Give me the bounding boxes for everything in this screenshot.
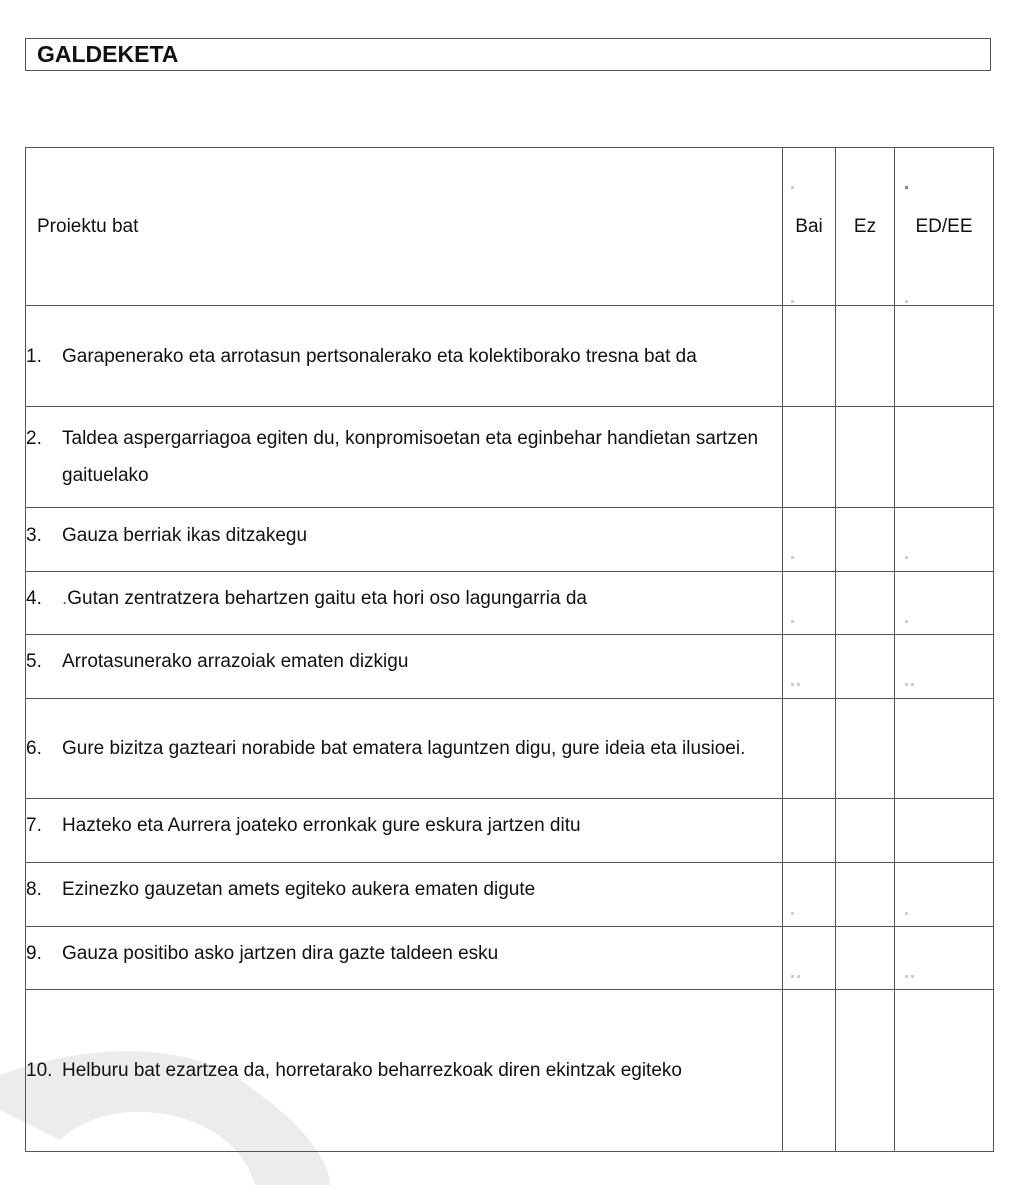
table-row xyxy=(26,927,994,990)
table-row xyxy=(26,699,994,799)
answer-bai-cell[interactable] xyxy=(783,927,836,990)
answer-ed-ee-cell[interactable] xyxy=(895,863,994,927)
answer-ez-cell[interactable] xyxy=(836,407,895,508)
header-ez: Ez xyxy=(836,148,895,306)
answer-ez-cell[interactable] xyxy=(836,699,895,799)
table-row xyxy=(26,407,994,508)
answer-ez-cell[interactable] xyxy=(836,508,895,572)
answer-ed-ee-cell[interactable] xyxy=(895,799,994,863)
answer-ez-cell[interactable] xyxy=(836,990,895,1152)
table-row xyxy=(26,863,994,927)
answer-bai-cell[interactable] xyxy=(783,863,836,927)
question-cell: 10. Helburu bat ezartzea da, horretarako beharrezkoak diren ekintzak egiteko xyxy=(26,990,783,1152)
header-label: Proiektu bat xyxy=(26,148,783,306)
question-cell: 3. Gauza berriak ikas ditzakegu xyxy=(26,508,783,572)
answer-bai-cell[interactable] xyxy=(783,572,836,635)
question-cell: 6. Gure bizitza gazteari norabide bat ematera laguntzen digu, gure ideia eta ilusioei. xyxy=(26,699,783,799)
question-cell: 1. Garapenerako eta arrotasun pertsonalerako eta kolektiborako tresna bat da xyxy=(26,306,783,407)
document-title: GALDEKETA xyxy=(25,38,991,71)
answer-ed-ee-cell[interactable] xyxy=(895,927,994,990)
answer-bai-cell[interactable] xyxy=(783,635,836,699)
answer-ed-ee-cell[interactable] xyxy=(895,508,994,572)
question-cell: 8. Ezinezko gauzetan amets egiteko aukera ematen digute xyxy=(26,863,783,927)
table-row xyxy=(26,508,994,572)
answer-ez-cell[interactable] xyxy=(836,572,895,635)
question-cell: 9. Gauza positibo asko jartzen dira gazte taldeen esku xyxy=(26,927,783,990)
table-row xyxy=(26,306,994,407)
answer-ed-ee-cell[interactable] xyxy=(895,306,994,407)
table-header-row xyxy=(26,148,994,306)
header-ed-ee: ED/EE xyxy=(895,148,994,306)
answer-ed-ee-cell[interactable] xyxy=(895,990,994,1152)
answer-ed-ee-cell[interactable] xyxy=(895,407,994,508)
table-row xyxy=(26,799,994,863)
answer-bai-cell[interactable] xyxy=(783,799,836,863)
answer-bai-cell[interactable] xyxy=(783,699,836,799)
answer-bai-cell[interactable] xyxy=(783,407,836,508)
answer-ez-cell[interactable] xyxy=(836,863,895,927)
answer-bai-cell[interactable] xyxy=(783,508,836,572)
question-cell: 4. .Gutan zentratzera behartzen gaitu eta hori oso lagungarria da xyxy=(26,572,783,635)
table-row xyxy=(26,990,994,1152)
answer-ed-ee-cell[interactable] xyxy=(895,572,994,635)
question-cell: 7. Hazteko eta Aurrera joateko erronkak gure eskura jartzen ditu xyxy=(26,799,783,863)
answer-ez-cell[interactable] xyxy=(836,799,895,863)
answer-ed-ee-cell[interactable] xyxy=(895,699,994,799)
question-cell: 2. Taldea aspergarriagoa egiten du, konpromisoetan eta eginbehar handietan sartzen gaituelako xyxy=(26,407,783,508)
answer-ez-cell[interactable] xyxy=(836,927,895,990)
header-bai: Bai xyxy=(783,148,836,306)
answer-bai-cell[interactable] xyxy=(783,306,836,407)
answer-ez-cell[interactable] xyxy=(836,306,895,407)
table-row xyxy=(26,635,994,699)
answer-bai-cell[interactable] xyxy=(783,990,836,1152)
answer-ed-ee-cell[interactable] xyxy=(895,635,994,699)
answer-ez-cell[interactable] xyxy=(836,635,895,699)
table-row xyxy=(26,572,994,635)
question-cell: 5. Arrotasunerako arrazoiak ematen dizkigu xyxy=(26,635,783,699)
questionnaire-table xyxy=(25,147,994,1152)
